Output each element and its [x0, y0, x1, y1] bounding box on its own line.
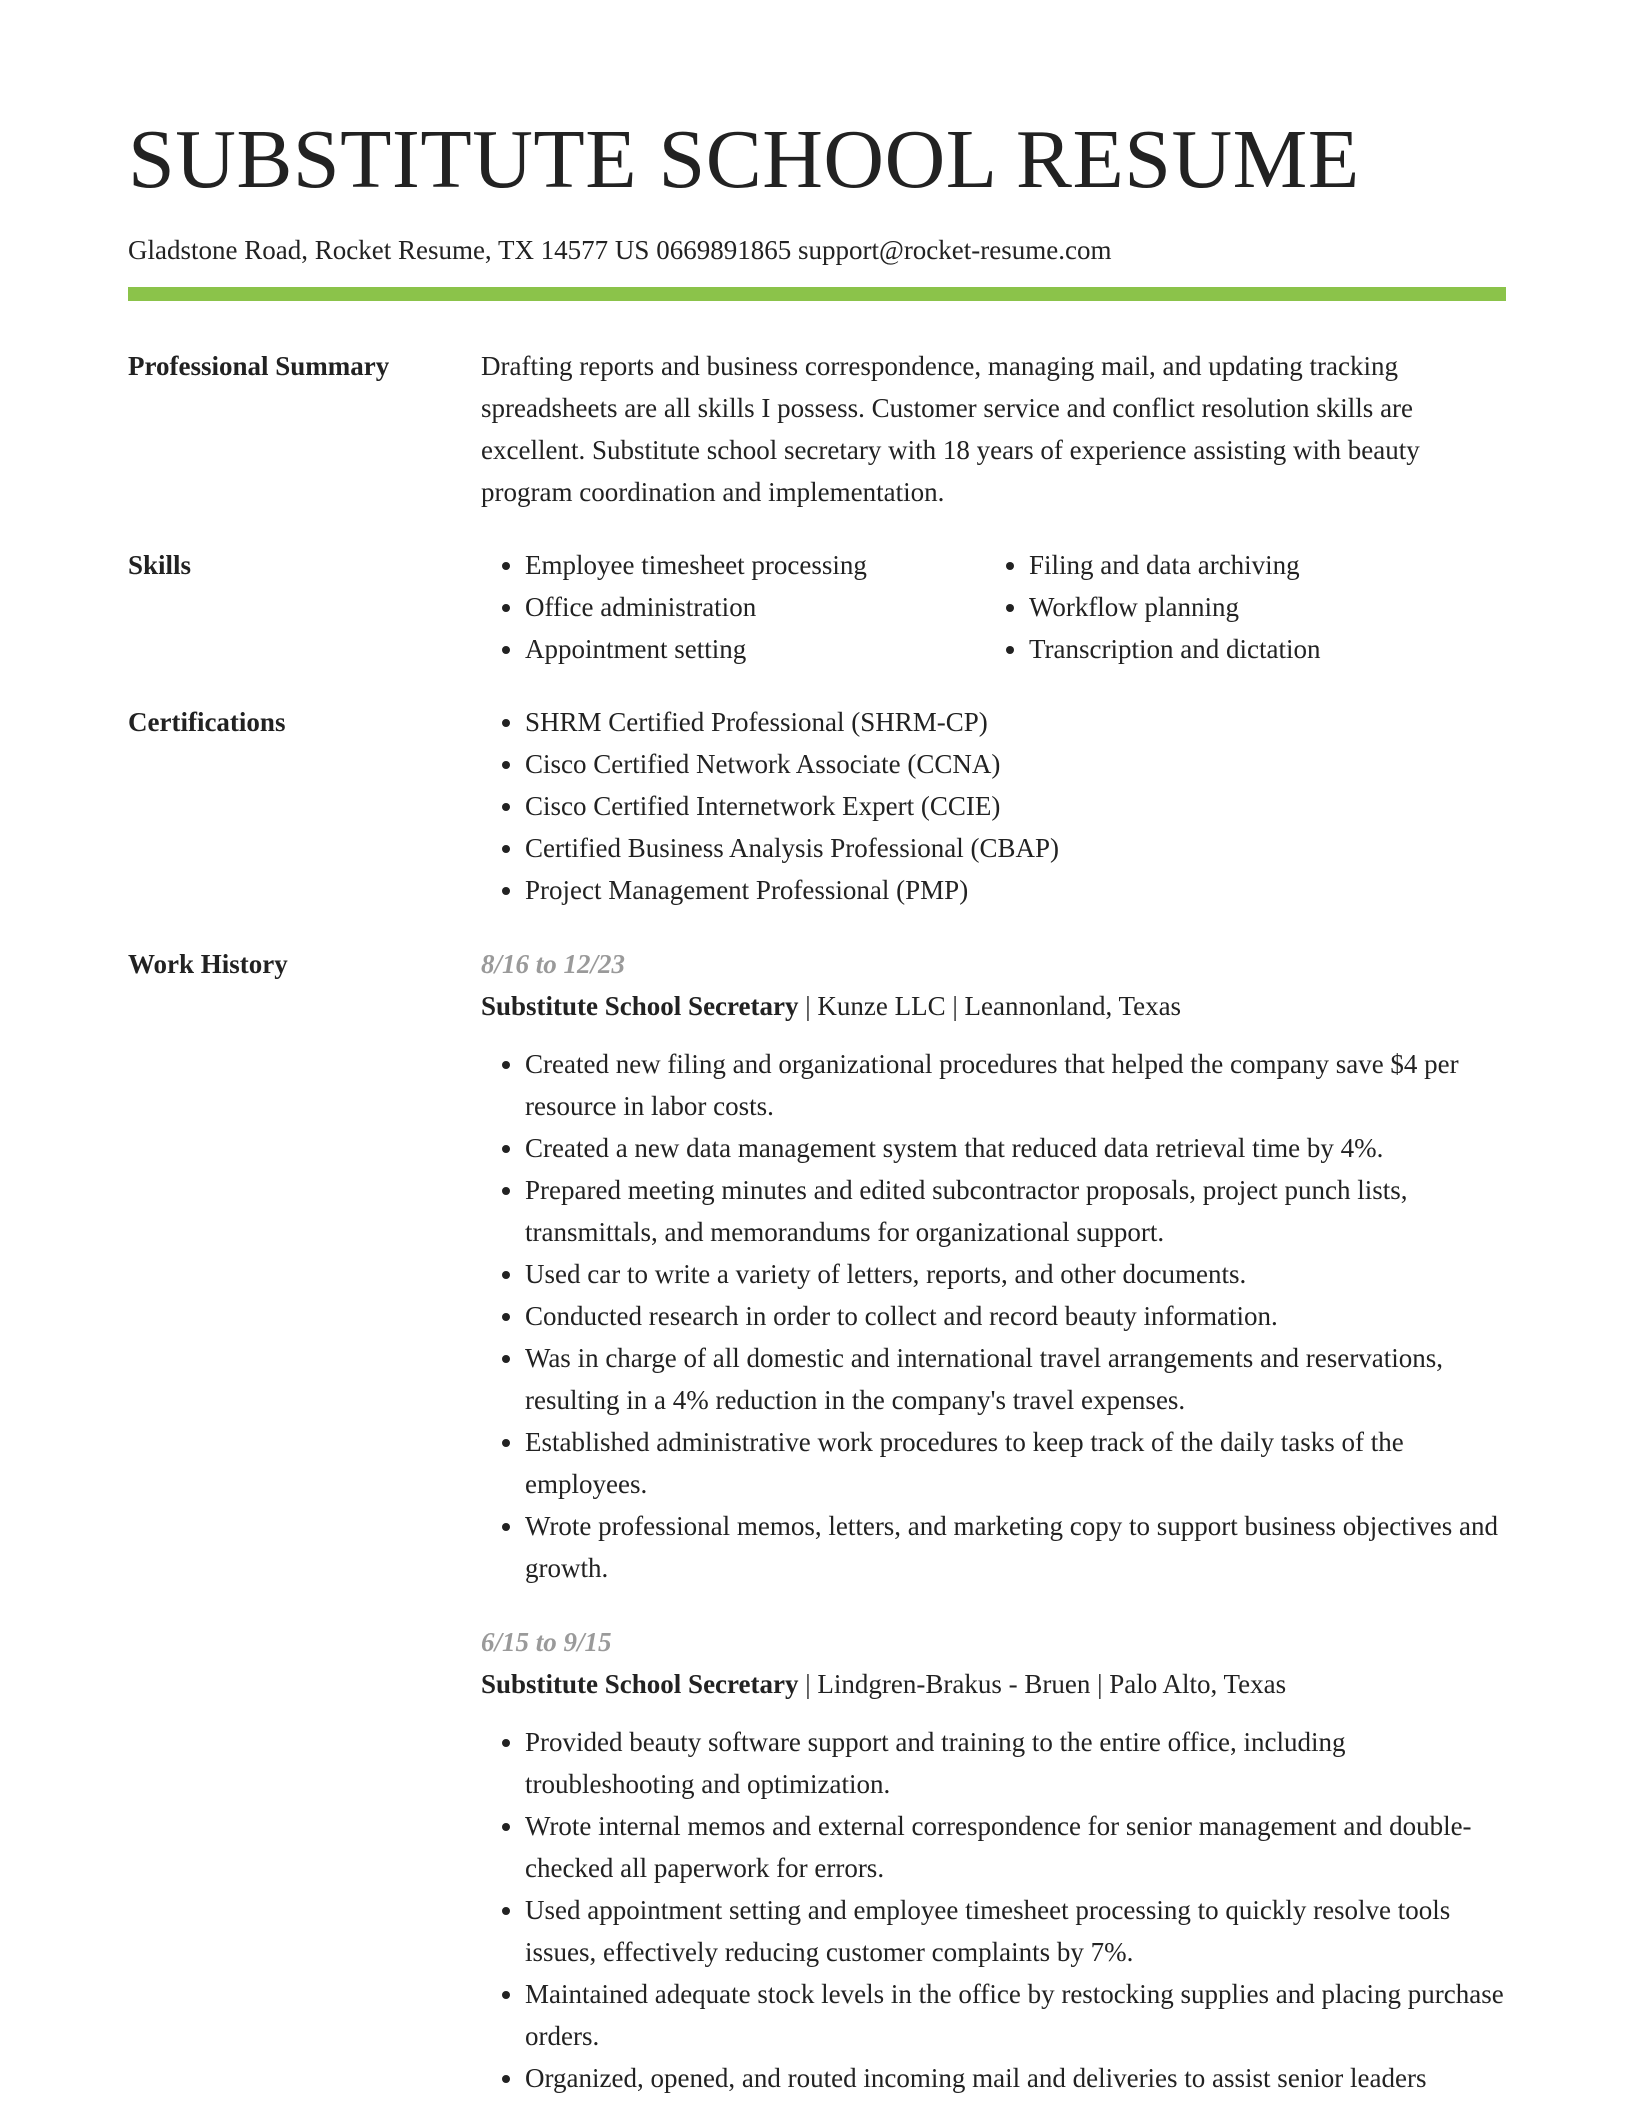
skill-item: • Appointment setting	[525, 628, 985, 670]
job-bullet: • Created new filing and organizational procedures that helped the company save $4 per resource in labor costs.	[525, 1043, 1506, 1127]
job-bullet: • Used car to write a variety of letters, reports, and other documents.	[525, 1253, 1506, 1295]
job-bullet: • Prepared meeting minutes and edited subcontractor proposals, project punch lists, transmittals, and memorandums for organizational support.	[525, 1169, 1506, 1253]
certification-item: • Project Management Professional (PMP)	[525, 869, 1506, 911]
certifications-label: Certifications	[128, 707, 286, 737]
job-dates: 8/16 to 12/23	[481, 949, 626, 979]
job-bullet: • Maintained adequate stock levels in the office by restocking supplies and placing purchase orders.	[525, 1973, 1506, 2057]
certification-item: • Cisco Certified Network Associate (CCNA)	[525, 743, 1506, 785]
skill-item: • Filing and data archiving	[1029, 544, 1489, 586]
resume-title: SUBSTITUTE SCHOOL RESUME	[128, 113, 1360, 206]
job-company-location: | Lindgren-Brakus - Bruen | Palo Alto, Texas	[798, 1669, 1287, 1699]
job-bullet: • Provided beauty software support and training to the entire office, including troubleshooting and optimization.	[525, 1721, 1506, 1805]
job-bullet: • Used appointment setting and employee timesheet processing to quickly resolve tools issues, effectively reducing customer complaints by 7%.	[525, 1889, 1506, 1973]
job-heading	[481, 985, 1506, 1027]
contact-line: Gladstone Road, Rocket Resume, TX 14577 US 0669891865 support@rocket-resume.com	[128, 235, 1112, 265]
job-bullet: • Wrote professional memos, letters, and marketing copy to support business objectives and growth.	[525, 1505, 1506, 1589]
skill-item: • Office administration	[525, 586, 985, 628]
summary-label: Professional Summary	[128, 351, 390, 381]
job-bullet: • Created a new data management system that reduced data retrieval time by 4%.	[525, 1127, 1506, 1169]
skill-item: • Workflow planning	[1029, 586, 1489, 628]
job-heading	[481, 1663, 1506, 1705]
skills-body	[481, 544, 1506, 670]
skills-list-column-1	[481, 544, 985, 670]
skills-label: Skills	[128, 550, 192, 580]
job-company-location: | Kunze LLC | Leannonland, Texas	[798, 991, 1182, 1021]
skills-list-column-2	[985, 544, 1489, 670]
certification-item: • SHRM Certified Professional (SHRM-CP)	[525, 701, 1506, 743]
job-bullet: • Organized, opened, and routed incoming mail and deliveries to assist senior leaders	[525, 2057, 1506, 2099]
certifications-list	[481, 701, 1506, 911]
work-history-label: Work History	[128, 949, 288, 979]
job-bullet: • Was in charge of all domestic and international travel arrangements and reservations, resulting in a 4% reduction in the company's travel expenses.	[525, 1337, 1506, 1421]
job-bullets	[481, 1043, 1506, 1589]
job-bullet: • Established administrative work procedures to keep track of the daily tasks of the employees.	[525, 1421, 1506, 1505]
job-entry	[481, 1621, 1506, 2099]
skill-item: • Employee timesheet processing	[525, 544, 985, 586]
accent-divider	[128, 287, 1506, 301]
job-bullet: • Conducted research in order to collect and record beauty information.	[525, 1295, 1506, 1337]
work-history-body	[481, 943, 1506, 2099]
skill-item: • Transcription and dictation	[1029, 628, 1489, 670]
job-dates: 6/15 to 9/15	[481, 1627, 612, 1657]
job-title: Substitute School Secretary	[481, 1669, 799, 1699]
job-title: Substitute School Secretary	[481, 991, 799, 1021]
summary-text: Drafting reports and business correspondence, managing mail, and updating tracking spreadsheets are all skills I possess. Customer service and conflict resolution skills are excellent. Substitute school secretary with 18 years of experience assisting with beauty program coordination and implementation.	[481, 351, 1420, 507]
job-entry	[481, 943, 1506, 1589]
certifications-body	[481, 701, 1506, 911]
job-bullet: • Wrote internal memos and external correspondence for senior management and double-checked all paperwork for errors.	[525, 1805, 1506, 1889]
certification-item: • Cisco Certified Internetwork Expert (CCIE)	[525, 785, 1506, 827]
summary-body	[481, 345, 1506, 513]
job-bullets	[481, 1721, 1506, 2099]
certification-item: • Certified Business Analysis Professional (CBAP)	[525, 827, 1506, 869]
